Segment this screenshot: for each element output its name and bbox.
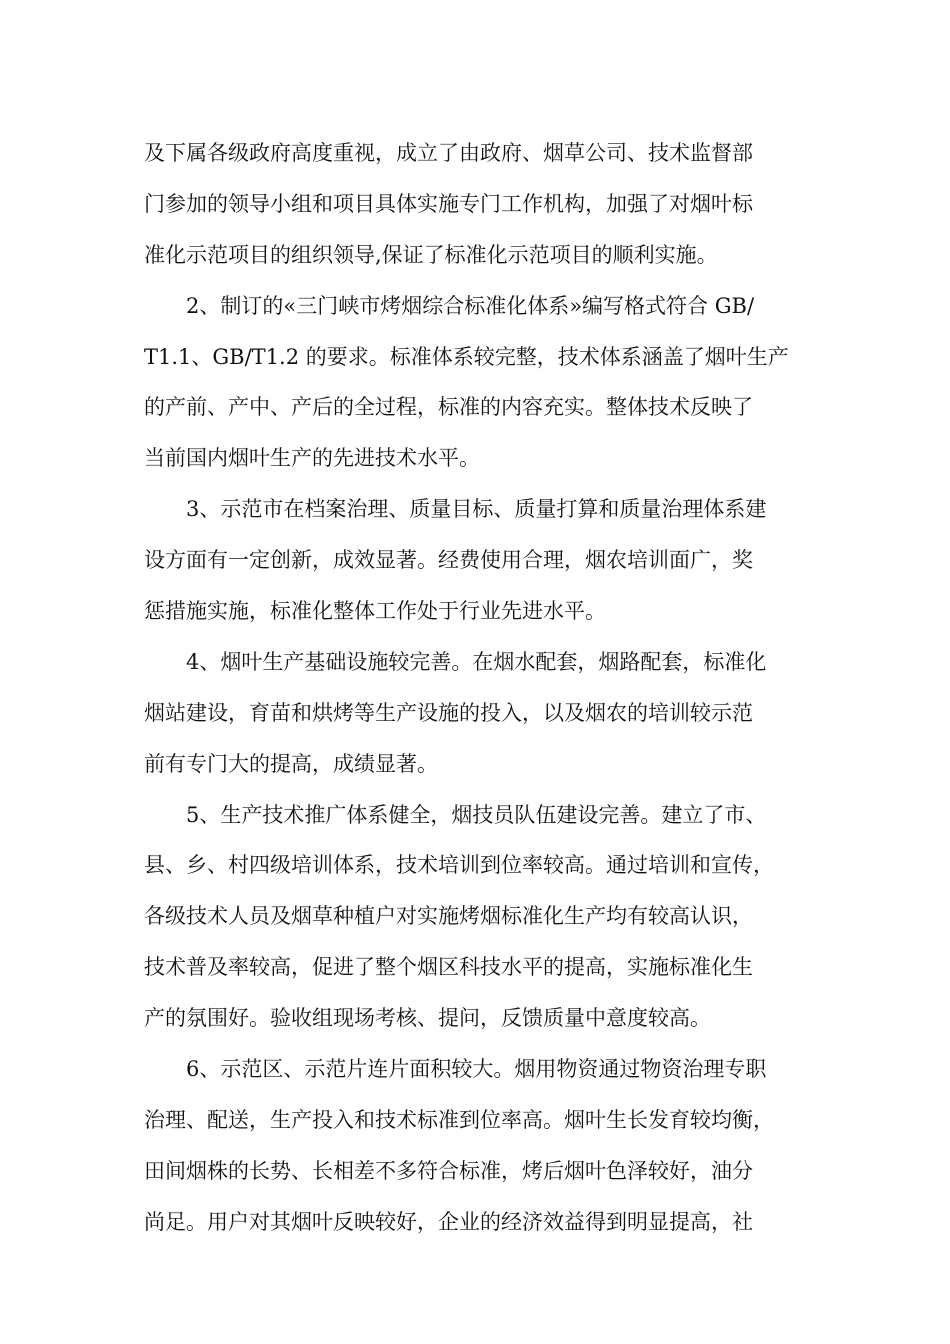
text-line: 前有专门大的提高，成绩显著。 (144, 751, 438, 776)
text-line: 准化示范项目的组织领导,保证了标准化示范项目的顺利实施。 (144, 242, 718, 267)
text-line: 尚足。用户对其烟叶反映较好，企业的经济效益得到明显提高，社 (144, 1209, 753, 1234)
paragraph-5-first-line: 5、生产技术推广体系健全，烟技员队伍建设完善。建立了市、 (186, 802, 767, 827)
text-line: 及下属各级政府高度重视，成立了由政府、烟草公司、技术监督部 (144, 141, 753, 165)
paragraph-2-first-line: 2、制订的«三门峡市烤烟综合标准化体系»编写格式符合 GB/ (186, 293, 755, 318)
text-line: 当前国内烟叶生产的先进技术水平。 (144, 446, 480, 471)
text-line: 设方面有一定创新，成效显著。经费使用合理，烟农培训面广，奖 (144, 548, 753, 573)
text-line: 技术普及率较高，促进了整个烟区科技水平的提高，实施标准化生 (144, 955, 753, 980)
text-line: 产的氛围好。验收组现场考核、提问，反馈质量中意度较高。 (144, 1006, 711, 1031)
text-line: T1.1、GB/T1.2 的要求。标准体系较完整，技术体系涵盖了烟叶生产 (144, 344, 789, 369)
text-line: 惩措施实施，标准化整体工作处于行业先进水平。 (144, 599, 606, 624)
paragraph-6-first-line: 6、示范区、示范片连片面积较大。烟用物资通过物资治理专职 (186, 1057, 767, 1082)
paragraph-3-first-line: 3、示范市在档案治理、质量目标、质量打算和质量治理体系建 (186, 497, 767, 522)
text-line: 门参加的领导小组和项目具体实施专门工作机构，加强了对烟叶标 (144, 191, 753, 216)
text-line: 县、乡、村四级培训体系，技术培训到位率较高。通过培训和宣传， (144, 853, 774, 878)
text-line: 烟站建设，育苗和烘烤等生产设施的投入，以及烟农的培训较示范 (144, 700, 753, 725)
text-line: 的产前、产中、产后的全过程，标准的内容充实。整体技术反映了 (144, 395, 753, 420)
text-line: 治理、配送，生产投入和技术标准到位率高。烟叶生长发育较均衡， (144, 1107, 774, 1132)
text-line: 田间烟株的长势、长相差不多符合标准，烤后烟叶色泽较好，油分 (144, 1158, 753, 1183)
text-line: 各级技术人员及烟草种植户对实施烤烟标准化生产均有较高认识， (144, 904, 753, 929)
paragraph-4-first-line: 4、烟叶生产基础设施较完善。在烟水配套，烟路配套，标准化 (186, 649, 767, 674)
document-body (144, 128, 810, 1248)
